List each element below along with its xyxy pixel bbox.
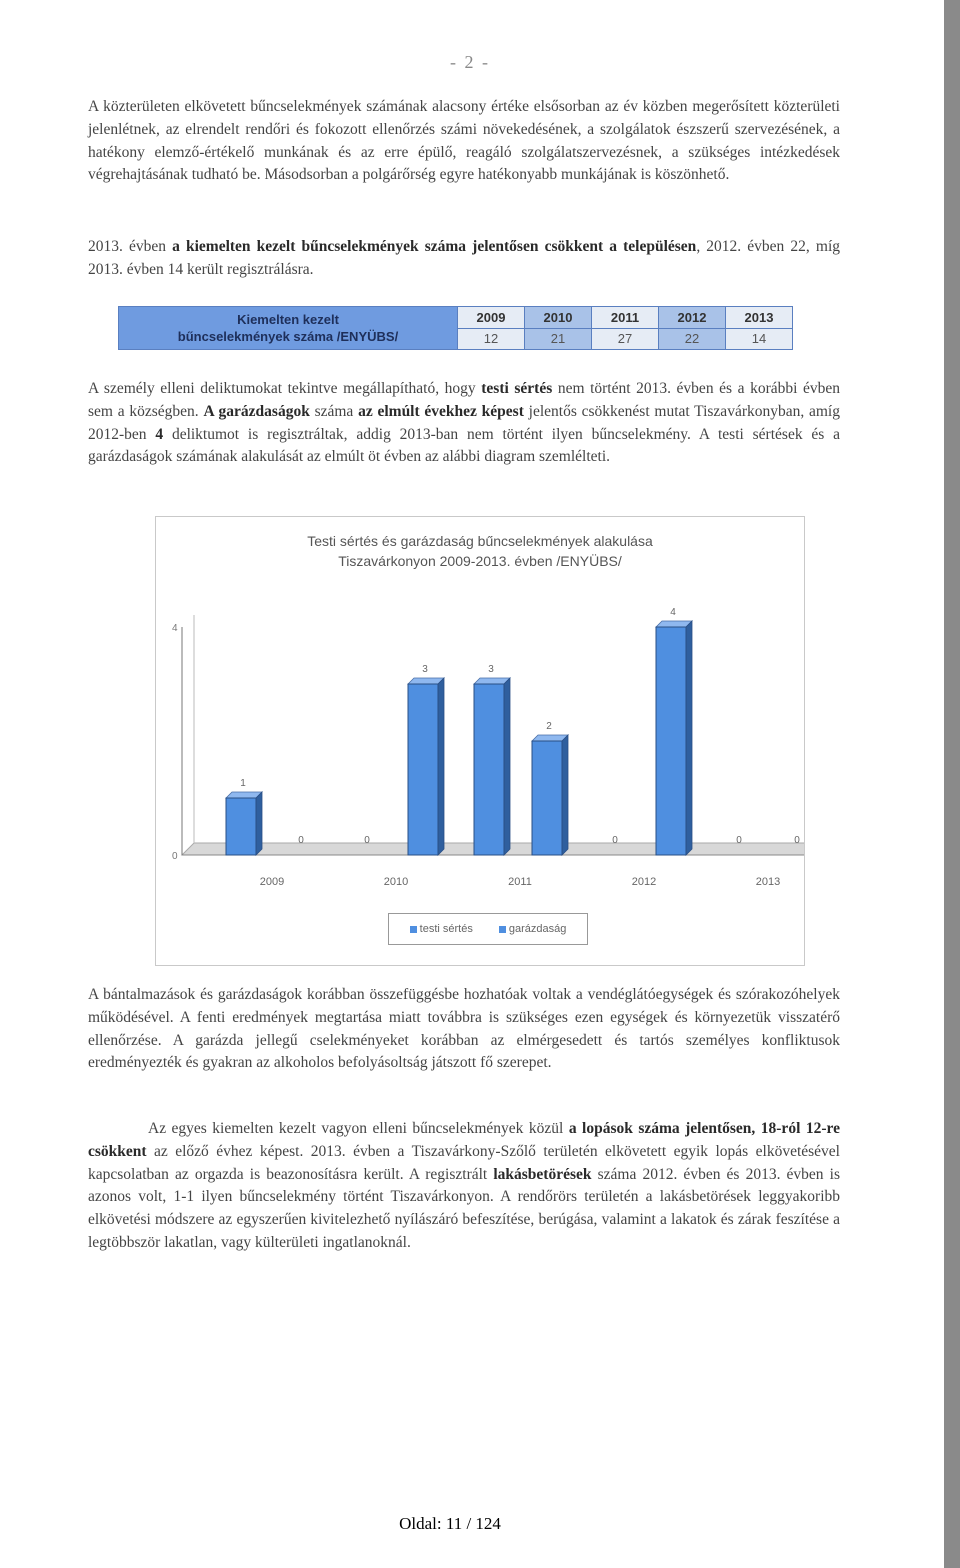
paragraph-3-part-3: száma: [309, 402, 359, 420]
bar-value-label: 0: [736, 835, 742, 846]
paragraph-3-bold-3: az elmúlt évekhez képest: [358, 402, 524, 420]
legend-item-testi-sertes: [410, 923, 473, 935]
paragraph-assaults: A bántalmazások és garázdaságok korábban összefüggésbe hozhatóak voltak a vendéglátóegységek és szórakozóhelyek működésével. A fenti eredmények megtartása miatt továbbra is szükséges ezen egységek és környezetük visszatérő ellenőrzése. A garázda jellegű cselekményeket korábban az elmérgesedett és tartós személyes konfliktusok eredményezték és gyakran az alkoholos befolyásoltság játszott fő szerepet.: [88, 986, 840, 1072]
bar-side: [504, 678, 510, 855]
paragraph-property-crimes: [88, 1118, 840, 1255]
legend-swatch-icon: [499, 926, 506, 933]
page-mark: - 2 -: [450, 52, 490, 72]
bar: [226, 798, 256, 855]
table-header-line-2: bűncselekmények száma /ENYÜBS/: [177, 329, 399, 344]
bar-value-label: 1: [240, 778, 246, 789]
bar-side: [438, 678, 444, 855]
chart-subtitle: Tiszavárkonyon 2009-2013. évben /ENYÜBS/: [338, 553, 622, 569]
bar-side: [256, 792, 262, 855]
chart-plot: [156, 517, 804, 965]
bar: [474, 684, 504, 855]
paragraph-3-bold-1: testi sértés: [481, 380, 553, 397]
y-tick-label: 4: [172, 623, 178, 634]
table-value: 12: [458, 328, 525, 350]
paragraph-3-bold-2: A garázdaságok: [203, 402, 310, 420]
chart-title: Testi sértés és garázdaság bűncselekmények alakulása: [307, 533, 653, 549]
table-year: 2009: [458, 307, 525, 329]
paragraph-5-part-2: az előző évhez képest. 2013. évben a Tiszavárkony-Szőlő területén elkövetett egyik lopás elkövetésével kapcsolatban az orgazda is beazonosításra került. A regisztrált: [88, 1142, 840, 1183]
paragraph-3-part-1: A személy elleni deliktumokat tekintve megállapítható, hogy: [88, 380, 482, 397]
legend-label: garázdaság: [508, 923, 567, 935]
paragraph-priority-crimes: [88, 236, 840, 282]
paragraph-5-bold-1: a lopások száma jelentősen, 18-ról 12-re csökkent: [88, 1120, 840, 1160]
paragraph-3-part-4: jelentős csökkenést mutat Tiszavárkonyban, amíg 2012-ben: [88, 402, 840, 443]
table-year: 2012: [659, 307, 726, 329]
table-year: 2013: [726, 307, 793, 329]
bar-side: [686, 621, 692, 855]
page-edge-shadow: [944, 0, 960, 1568]
table-header-line-1: Kiemelten kezelt: [237, 312, 339, 327]
bar-value-label: 4: [670, 607, 676, 618]
y-tick-label: 0: [172, 851, 178, 862]
bar: [532, 741, 562, 855]
legend-label: testi sértés: [419, 923, 473, 935]
paragraph-5-bold-2: lakásbetörések: [493, 1165, 592, 1183]
bar-value-label: 3: [488, 664, 494, 675]
paragraph-3-bold-4: 4: [155, 425, 164, 443]
bar-value-label: 0: [612, 835, 618, 846]
paragraph-3-part-2: nem történt 2013. évben és a korábbi évben sem a községben.: [88, 380, 840, 420]
table-year: 2010: [525, 307, 592, 329]
bar-value-label: 0: [364, 835, 370, 846]
paragraph-3-part-5: deliktumot is regisztráltak, addig 2013-ban nem történt ilyen bűncselekmény. A testi sértések és a garázdaságok számának alakulását az elmúlt öt évben az alábbi diagram szemlélteti.: [88, 425, 841, 466]
paragraph-5-part-3: száma 2012. évben és 2013. évben is azonos volt, 1-1 ilyen bűncselekmény történt Tiszavárkonyon. A rendőrörs területén a lakásbetörések leggyakoribb elkövetési módszere az egyszerűen kivitelezhető nyílászáró befeszítése, berúgása, valamint a lakatok és zárak feszítése a legtöbbször lakatlan, vagy külterületi ingatlanoknál.: [88, 1165, 840, 1251]
legend-swatch-icon: [410, 926, 417, 933]
bar: [656, 627, 686, 855]
bar-side: [562, 735, 568, 855]
bar-value-label: 0: [794, 835, 800, 846]
table-header-cell: [119, 307, 458, 350]
bar: [408, 684, 438, 855]
bar-value-label: 0: [298, 835, 304, 846]
table-value: 21: [525, 328, 592, 350]
legend-item-garazdasag: [499, 923, 567, 935]
table-value: 22: [659, 328, 726, 350]
paragraph-2-suffix: , 2012. évben 22, míg 2013. évben 14 került regisztrálásra.: [88, 238, 841, 278]
x-tick-label: 2013: [755, 876, 781, 888]
x-tick-label: 2012: [631, 876, 657, 888]
table-year: 2011: [592, 307, 659, 329]
paragraph-2-prefix: 2013. évben: [88, 238, 173, 255]
paragraph-public-space-crimes: A közterületen elkövetett bűncselekmények számának alacsony értéke elsősorban az év közben megerősített közterületi jelenlétnek, az elrendelt rendőri és fokozott ellenőrzés számi növekedésének, a szolgálatok észszerű szervezésének, a hatékony elemző-értékelő munkának és az erre épülő, reagáló szolgálatszervezésnek, a szükséges intézkedések végrehajtásának tudható be. Másodsorban a polgárőrség egyre hatékonyabb munkájának is köszönhető.: [88, 98, 840, 184]
page-footer: Oldal: 11 / 124: [399, 1514, 501, 1533]
bar-chart: [155, 516, 805, 966]
table-value: 14: [726, 328, 793, 350]
paragraph-2-bold: a kiemelten kezelt bűncselekmények száma jelentősen csökkent a településen: [172, 238, 697, 255]
priority-crimes-table: [118, 306, 793, 350]
bar-value-label: 3: [422, 664, 428, 675]
chart-legend: [388, 913, 588, 945]
x-tick-label: 2010: [383, 876, 409, 888]
x-tick-label: 2009: [259, 876, 285, 888]
x-tick-label: 2011: [508, 876, 532, 888]
paragraph-personal-crimes: [88, 378, 840, 469]
table-value: 27: [592, 328, 659, 350]
bar-value-label: 2: [546, 721, 552, 732]
paragraph-5-part-1: Az egyes kiemelten kezelt vagyon elleni bűncselekmények közül: [148, 1120, 569, 1137]
